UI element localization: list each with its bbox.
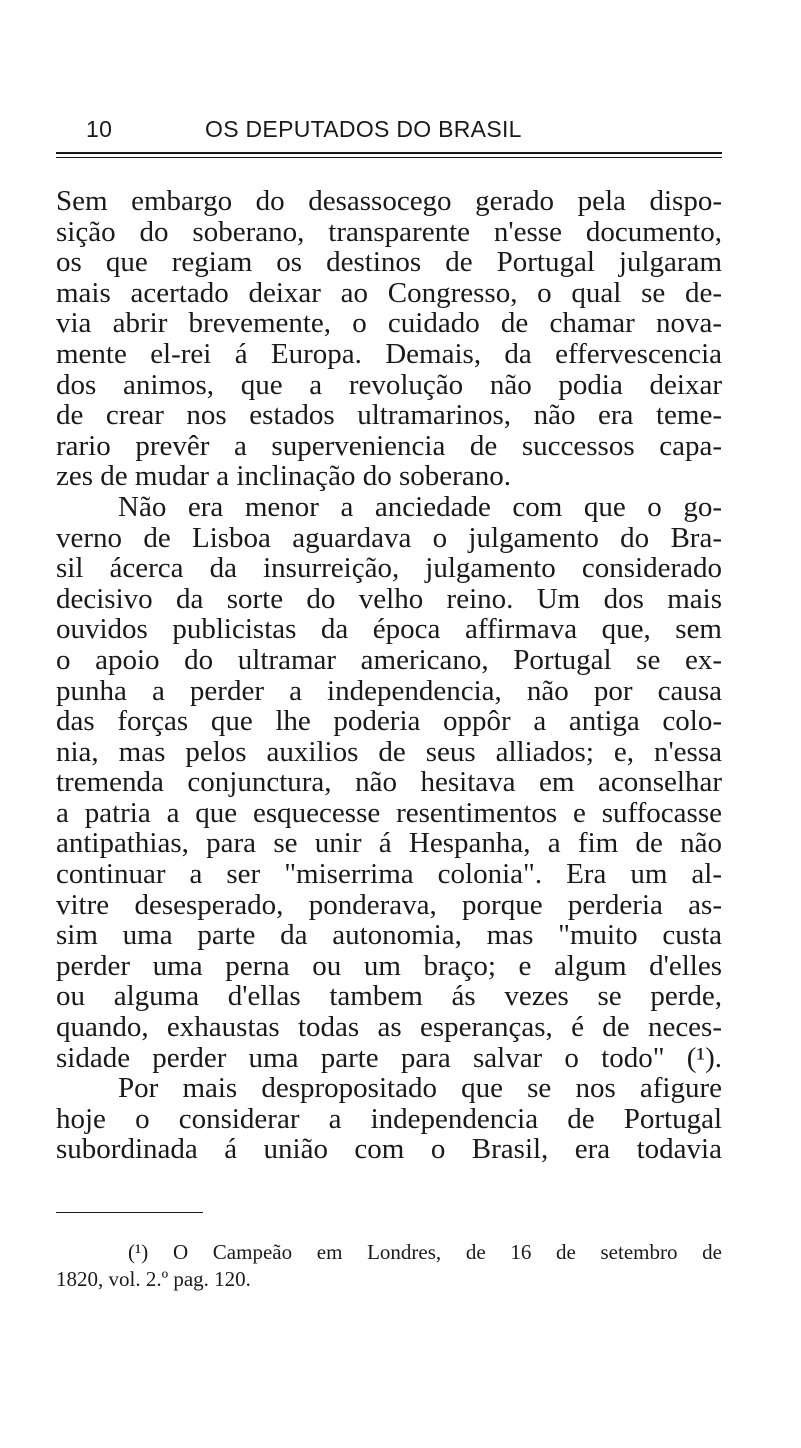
text-line: de crear nos estados ultramarinos, não era teme-	[56, 400, 722, 431]
header-rule-thin	[56, 157, 722, 158]
header-rule	[56, 152, 722, 154]
text-line: continuar a ser "miserrima colonia". Era um al-	[56, 859, 722, 890]
text-line: ou alguma d'ellas tambem ás vezes se perde,	[56, 981, 722, 1013]
text-line: sil ácerca da insurreição, julgamento considerado	[56, 553, 722, 584]
text-line: via abrir brevemente, o cuidado de chamar nova-	[56, 308, 722, 339]
footnote-line: (¹) O Campeão em Londres, de 16 de setembro de	[128, 1240, 722, 1264]
text-line: mente el-rei á Europa. Demais, da effervescencia	[56, 338, 722, 370]
running-title: OS DEPUTADOS DO BRASIL	[205, 116, 522, 142]
text-line: tremenda conjunctura, não hesitava em aconselhar	[56, 767, 722, 798]
text-line: Por mais despropositado que se nos afigure	[118, 1073, 722, 1104]
text-line: dos animos, que a revolução não podia deixar	[56, 369, 722, 401]
footnote-line: 1820, vol. 2.º pag. 120.	[56, 1267, 251, 1291]
text-line: mais acertado deixar ao Congresso, o qual se de-	[56, 277, 722, 309]
text-line: zes de mudar a inclinação do soberano.	[56, 461, 511, 492]
page-number: 10	[86, 116, 113, 142]
text-line: quando, exhaustas todas as esperanças, é de neces-	[56, 1012, 722, 1043]
text-line: hoje o considerar a independencia de Portugal	[56, 1103, 722, 1135]
text-line: Não era menor a anciedade com que o go-	[118, 491, 722, 523]
text-line: rario prevêr a superveniencia de successos capa-	[56, 430, 722, 462]
text-line: subordinada á união com o Brasil, era todavia	[56, 1134, 722, 1165]
text-line: sição do soberano, transparente n'esse documento,	[56, 216, 722, 248]
text-line: ouvidos publicistas da época affirmava que, sem	[56, 614, 722, 645]
page-header	[86, 116, 722, 148]
text-line: os que regiam os destinos de Portugal julgaram	[56, 247, 722, 278]
text-line: punha a perder a independencia, não por causa	[56, 675, 722, 707]
text-line: das forças que lhe poderia oppôr a antiga colo-	[56, 706, 722, 737]
text-line: a patria a que esquecesse resentimentos e suffocasse	[56, 797, 722, 829]
text-line: decisivo da sorte do velho reino. Um dos mais	[56, 583, 722, 615]
text-line: sidade perder uma parte para salvar o todo" (¹).	[56, 1042, 722, 1074]
text-line: antipathias, para se unir á Hespanha, a fim de não	[56, 828, 722, 860]
body-text	[56, 186, 722, 1165]
text-line: o apoio do ultramar americano, Portugal se ex-	[56, 644, 722, 676]
footnote	[56, 1239, 722, 1293]
text-line: verno de Lisboa aguardava o julgamento do Bra-	[56, 522, 722, 554]
text-line: sim uma parte da autonomia, mas "muito custa	[56, 920, 722, 951]
footnote-rule	[56, 1212, 203, 1213]
text-line: nia, mas pelos auxilios de seus alliados; e, n'essa	[56, 736, 722, 768]
text-line: Sem embargo do desassocego gerado pela dispo-	[56, 186, 722, 217]
text-line: perder uma perna ou um braço; e algum d'elles	[56, 950, 722, 982]
text-line: vitre desesperado, ponderava, porque perderia as-	[56, 889, 722, 921]
